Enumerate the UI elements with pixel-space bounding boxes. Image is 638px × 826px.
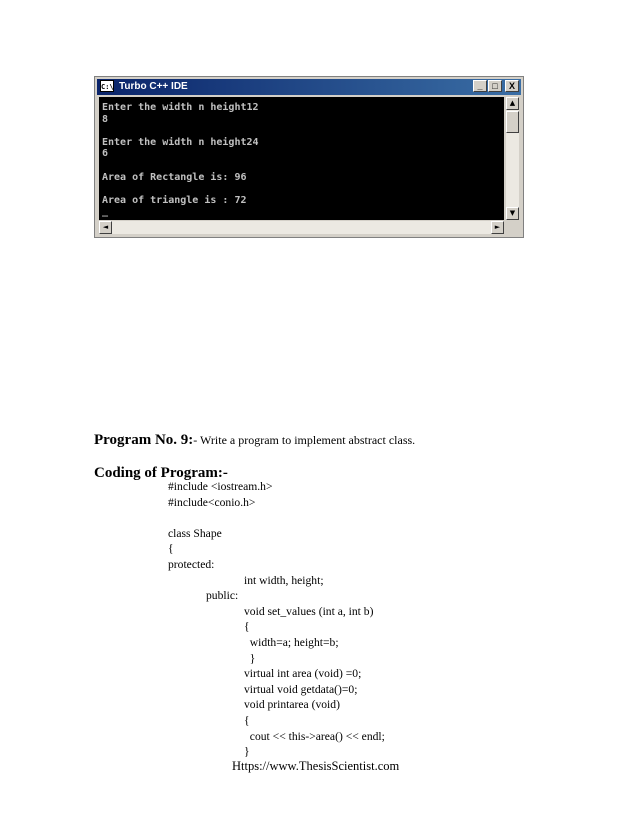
window-title-bar[interactable] <box>97 79 521 95</box>
console-line: Enter the width n height12 <box>102 102 259 113</box>
close-button[interactable]: X <box>505 80 519 92</box>
code-line: { <box>168 542 174 556</box>
console-line: Area of triangle is : 72 <box>102 194 247 206</box>
horizontal-scrollbar[interactable] <box>99 221 504 234</box>
console-line: Area of Rectangle is: 96 <box>102 171 247 183</box>
code-line: public: <box>206 589 239 603</box>
vertical-scroll-thumb[interactable] <box>506 111 519 133</box>
console-line: Enter the width n height24 <box>102 136 259 148</box>
code-line: cout << this->area() << endl; <box>244 729 385 743</box>
code-line: virtual void getdata()=0; <box>244 682 358 696</box>
app-icon: C:\ <box>100 80 114 92</box>
code-line: virtual int area (void) =0; <box>244 667 362 681</box>
program-label: Program No. 9: <box>94 432 194 448</box>
console-line: 8 <box>102 113 109 125</box>
scroll-left-icon[interactable]: ◄ <box>99 221 112 234</box>
code-line: } <box>244 745 250 759</box>
minimize-button[interactable]: _ <box>473 80 487 92</box>
vertical-scrollbar[interactable] <box>506 97 519 220</box>
resize-grip-icon[interactable] <box>506 221 519 234</box>
code-line: #include<conio.h> <box>168 495 256 509</box>
program-description: - Write a program to implement abstract class. <box>193 433 416 447</box>
code-line: int width, height; <box>244 573 324 587</box>
scroll-up-icon[interactable]: ▲ <box>506 97 519 110</box>
console-line <box>102 183 504 195</box>
scroll-right-icon[interactable]: ► <box>491 221 504 234</box>
scroll-down-icon[interactable]: ▼ <box>506 207 519 220</box>
code-line: class Shape <box>168 526 222 540</box>
console-line: _ <box>102 206 109 218</box>
footer-url: Https://www.ThesisScientist.com <box>232 759 400 773</box>
turbo-cpp-window <box>94 76 524 238</box>
code-line: { <box>244 620 250 634</box>
console-line <box>102 160 504 172</box>
console-line <box>102 125 504 137</box>
code-line: } <box>244 651 256 665</box>
program-heading <box>94 432 415 449</box>
console-output[interactable] <box>99 97 504 220</box>
code-line: protected: <box>168 558 215 571</box>
code-line: { <box>244 714 250 727</box>
code-line: void set_values (int a, int b) <box>244 604 374 618</box>
maximize-button[interactable]: □ <box>488 80 502 92</box>
console-line: 6 <box>102 148 109 160</box>
window-title: Turbo C++ IDE <box>119 81 188 92</box>
code-line: width=a; height=b; <box>244 636 339 649</box>
code-line: #include <iostream.h> <box>168 480 273 493</box>
code-line: void printarea (void) <box>244 698 340 712</box>
coding-heading: Coding of Program:- <box>94 465 228 481</box>
